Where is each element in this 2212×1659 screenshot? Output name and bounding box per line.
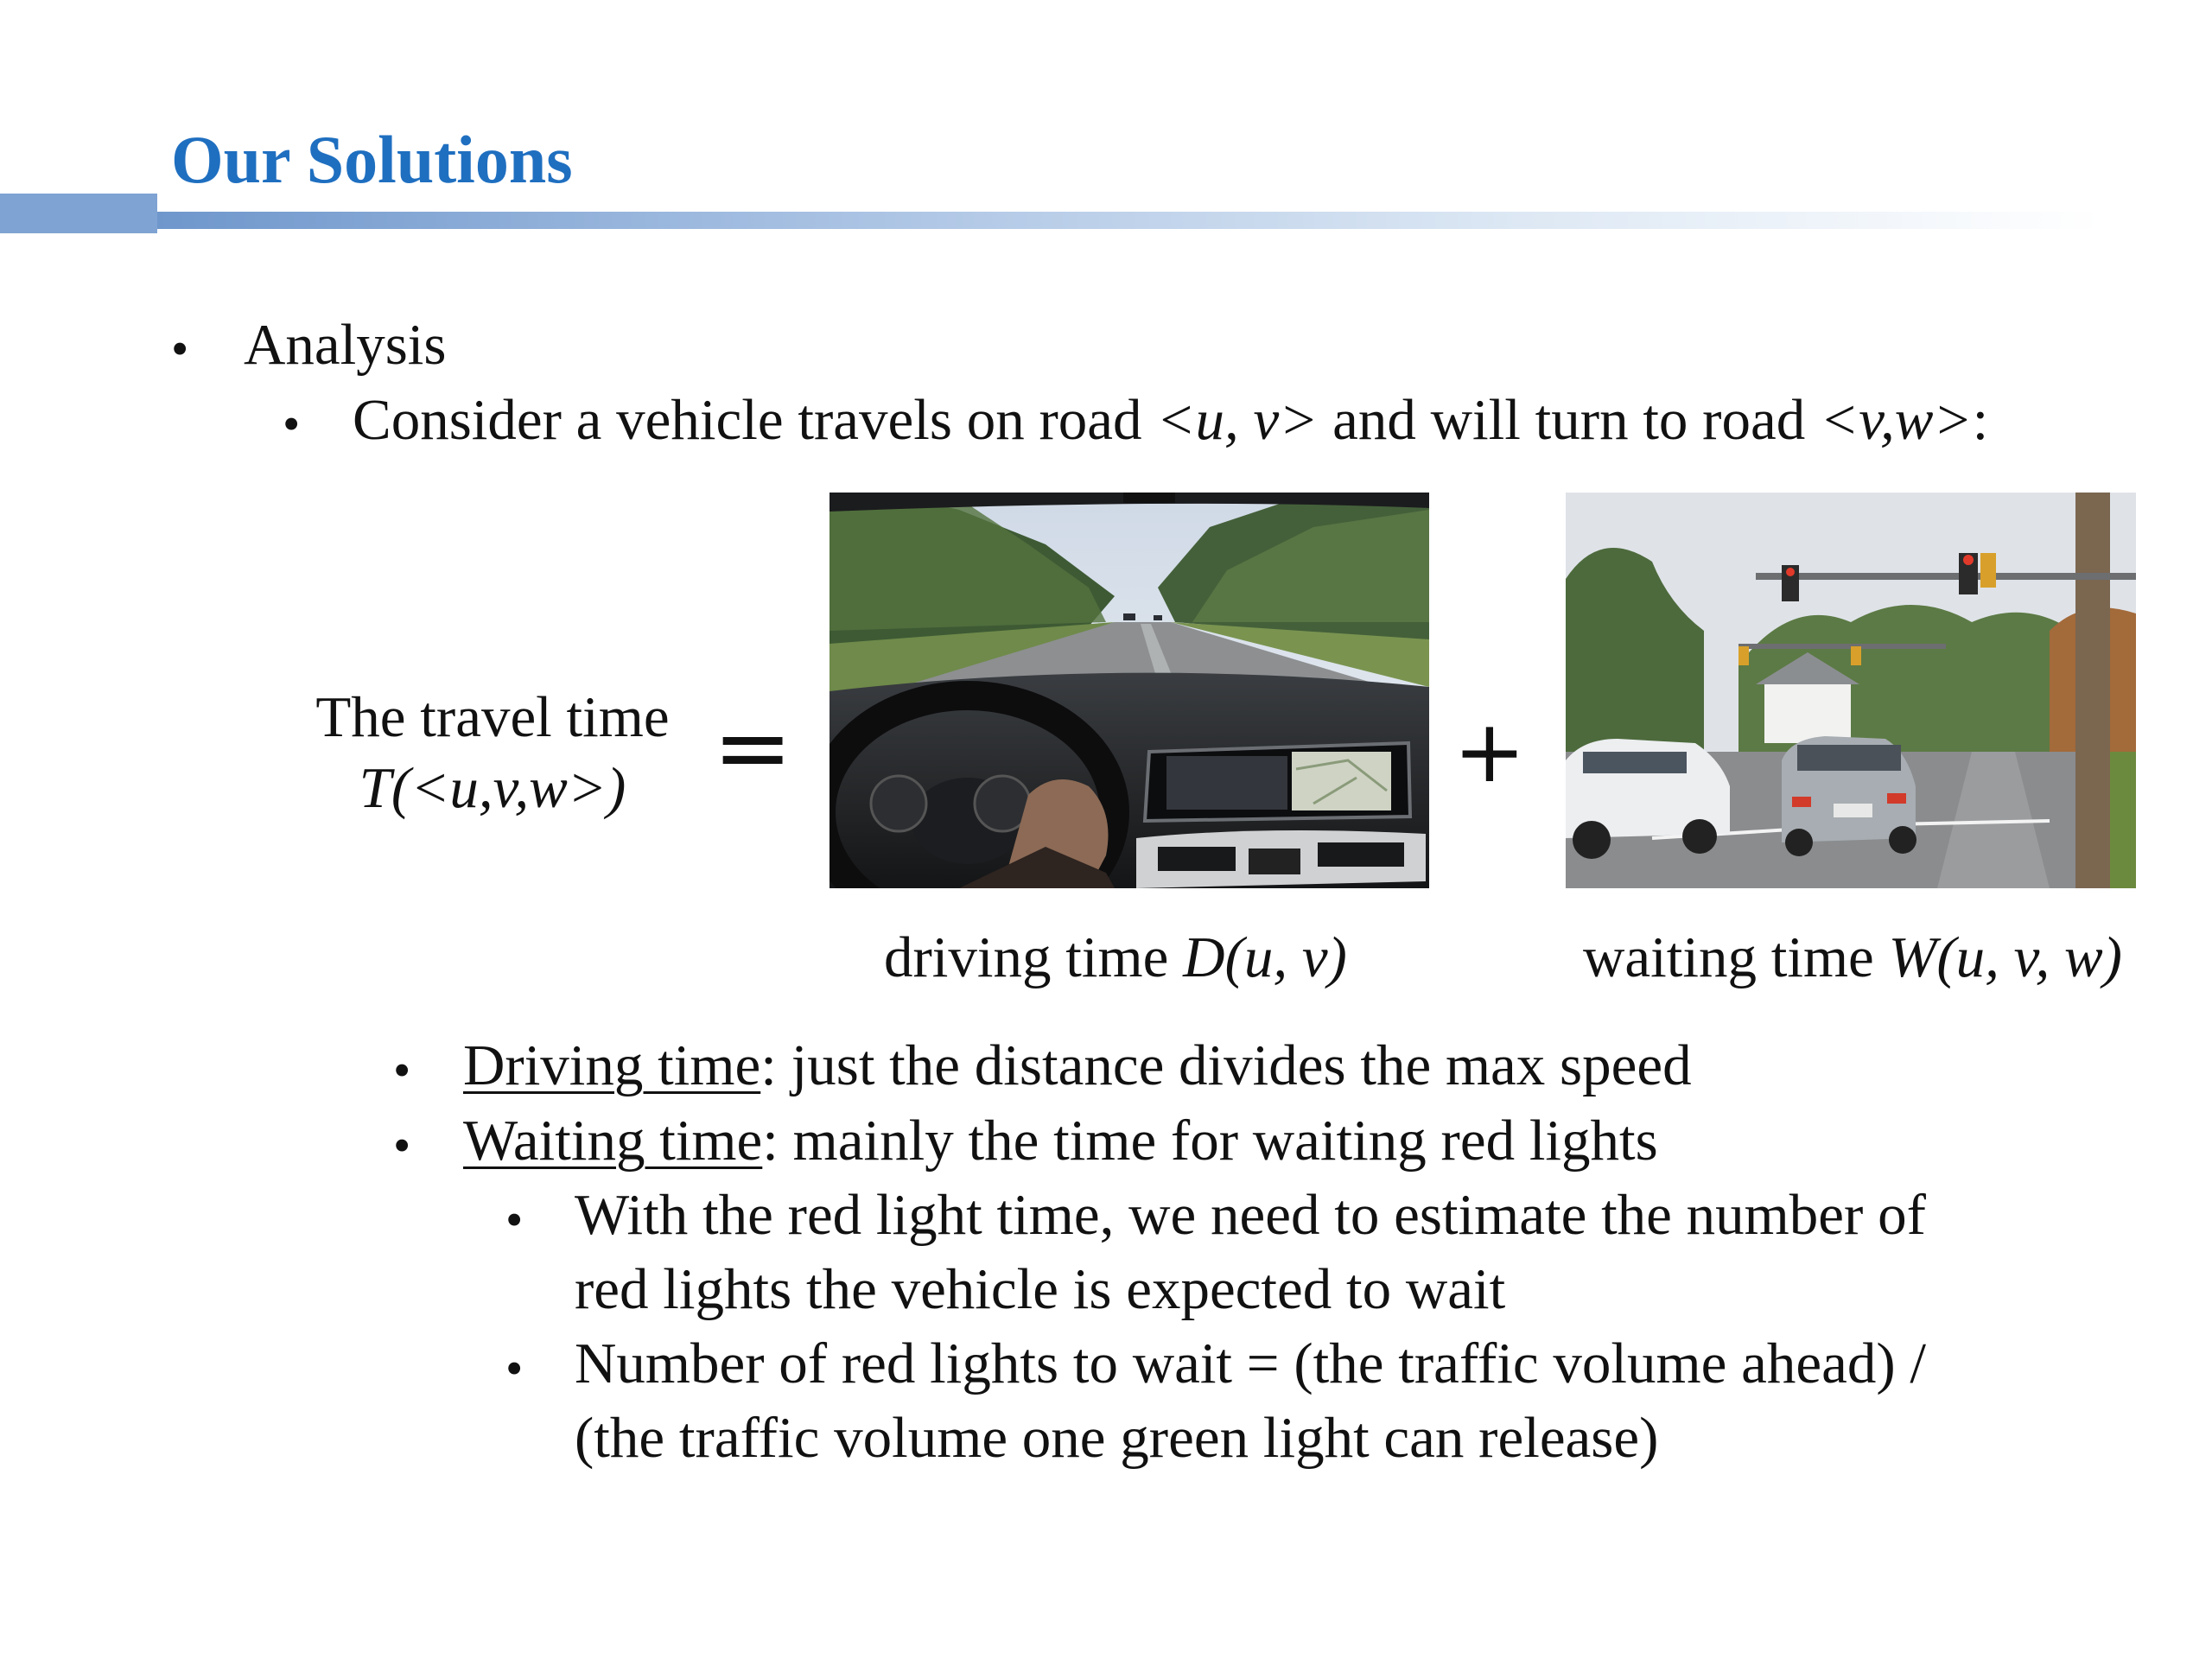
consider-sentence: Consider a vehicle travels on road <u, v> and will turn to road <v,w>:	[353, 388, 1989, 452]
road-vw: <v,w>	[1819, 388, 1973, 452]
travel-time-text: The travel time	[315, 685, 670, 749]
sub1-line1: With the red light time, we need to estimate the number of	[575, 1183, 1926, 1247]
traffic-light-photo	[1566, 493, 2136, 888]
travel-time-label	[276, 683, 709, 823]
driving-time-caption: driving time D(u, v)	[884, 925, 1347, 989]
title-underline	[157, 212, 2101, 229]
sub1-line2: red lights the vehicle is expected to wait	[575, 1257, 1506, 1321]
waiting-time-definition: Waiting time: mainly the time for waiting red lights	[463, 1109, 1658, 1173]
slide-title: Our Solutions	[171, 122, 573, 197]
bullet-driving: •	[393, 1042, 411, 1098]
title-bar-accent	[0, 194, 157, 233]
plus-sign: +	[1453, 701, 1526, 802]
bullet-consider: •	[283, 396, 301, 452]
road-uv: <u, v>	[1156, 388, 1319, 452]
driving-time-formula: D(u, v)	[1183, 925, 1347, 989]
bullet-sub2: •	[505, 1340, 524, 1396]
analysis-heading: Analysis	[244, 313, 447, 377]
equals-sign: =	[713, 692, 793, 803]
bullet-waiting: •	[393, 1117, 411, 1173]
sub2-line2: (the traffic volume one green light can release)	[575, 1406, 1659, 1470]
bullet-sub1: •	[505, 1192, 524, 1248]
bullet-analysis: •	[171, 321, 189, 377]
waiting-time-formula: W(u, v, w)	[1888, 925, 2122, 989]
driving-time-term: Driving time	[463, 1033, 761, 1097]
waiting-time-term: Waiting time	[463, 1109, 763, 1173]
driving-time-definition: Driving time: just the distance divides the max speed	[463, 1033, 1692, 1097]
sub2-line1: Number of red lights to wait = (the traffic volume ahead) /	[575, 1332, 1927, 1395]
travel-time-formula: T(<u,v,w>)	[359, 755, 626, 820]
waiting-time-caption: waiting time W(u, v, w)	[1583, 925, 2122, 989]
driving-photo	[830, 493, 1429, 888]
